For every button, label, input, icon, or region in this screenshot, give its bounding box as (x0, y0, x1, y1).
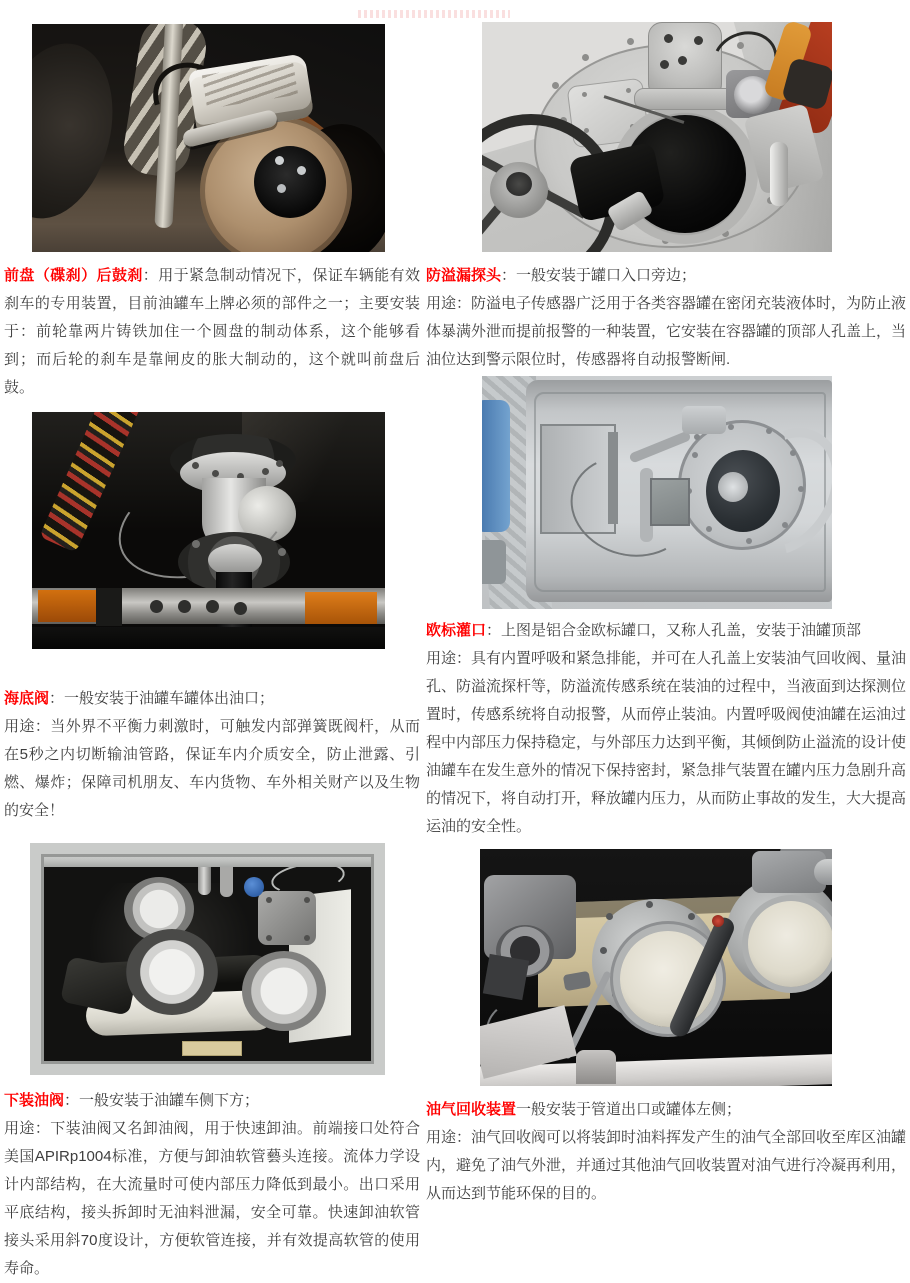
hinge-pin-shape (770, 142, 788, 206)
cabinet-frame-shape (30, 843, 385, 1075)
flange-bolts-shape (192, 462, 199, 469)
section-title: 下装油阀 (4, 1092, 65, 1109)
section-title: 防溢漏探头 (426, 267, 502, 284)
truck-front-shape (482, 540, 506, 584)
section-euro-manhole (422, 617, 910, 841)
lower-flange-bolts-shape (192, 540, 200, 548)
small-cover-bolts-shape (582, 92, 587, 97)
overflow-sensor-photo (482, 22, 832, 252)
brake-disc-photo (32, 24, 385, 252)
hub-bolts-shape (275, 156, 284, 165)
small-cylinder-shape (718, 472, 748, 502)
bottom-shadow-shape (32, 627, 385, 649)
bottom-loading-valve-photo (30, 843, 385, 1075)
section-intro-text: 一般安装于管道出口或罐体左侧； (516, 1101, 742, 1118)
breather-flange-shape (634, 88, 736, 110)
breather-valve-shape (648, 22, 722, 98)
section-intro-text: 一般安装于油罐车侧下方； (79, 1092, 260, 1109)
section-intro-paragraph (426, 617, 906, 645)
section-seabed-valve (0, 685, 422, 825)
orange-bracket-left-shape (38, 590, 100, 622)
section-usage-paragraph: 用途：当外界不平衡力刺激时，可触发内部弹簧既阀杆，从而在5秒之内切断输油管路，保证车内介质安全，防止泄露、引燃、爆炸；保障司机朋友、车内货物、车外相关财产以及生物的安全！ (4, 718, 420, 819)
coupler-one-bolts-shape (606, 913, 613, 920)
clamp-shape (96, 588, 122, 626)
section-intro-text: 一般安装于罐口入口旁边； (516, 267, 697, 284)
handwheel-cap-shape (506, 172, 532, 196)
section-intro-text: 用于紧急制动情况下，保证车辆能有效刹车的专用装置，目前油罐车上牌必须的部件之一；主要安装于：前轮靠两片铸铁加住一个圆盘的制动体系，这个能够看到；而后轮的刹车是靠闸皮的胀大制动的，这个就叫前盘后鼓。 (4, 267, 420, 396)
fitting-block-shape (682, 406, 726, 434)
tire-shape (32, 31, 130, 231)
title-separator: ： (64, 1092, 80, 1109)
section-intro-text: 一般安装于油罐车罐体出油口； (64, 690, 275, 707)
frame-hinge-shape (576, 1050, 616, 1084)
coupler-two-face-shape (748, 901, 832, 987)
section-usage-paragraph: 用途：下装油阀又名卸油阀，用于快速卸油。前端接口处符合美国APIRp1004标准，方便与卸油软管藝头连接。流体力学设计内部结构，在大流量时可使内部压力降低到最小。出口采用平底结构，接头拆卸时无油料泄漏，安全可靠。快速卸油软管接头采用斜70度设计，方便软管连接，并有效提高软管的使用寿命。 (4, 1120, 420, 1277)
right-column (422, 0, 910, 1208)
section-intro-paragraph (426, 262, 906, 290)
section-intro-paragraph (4, 262, 420, 402)
section-intro-paragraph (426, 1096, 906, 1124)
vapor-recovery-photo (480, 849, 832, 1086)
section-usage-paragraph: 用途：具有内置呼吸和紧急排能，并可在人孔盖上安装油气回收阀、量油孔、防溢流探杆等，防溢流传感系统在装油的过程中，当液面到达探测位置时，传感系统将自动报警，从而停止装油。内置呼吸阀使油罐在运油过程中内部压力保持稳定，与外部压力达到平衡，其倾倒防止溢流的设计使油罐车在发生意外的情况下保持密封，紧急排气装置在罐内压力急剧升高的情况下，将自动打开，释放罐内压力，从而防止事故的发生，大大提高运油的安全性。 (426, 650, 907, 835)
emergency-bottom-valve-photo (32, 412, 385, 649)
section-bottom-loading-valve (0, 1087, 422, 1283)
section-usage-paragraph: 用途：油气回收阀可以将装卸时油料挥发产生的油气全部回收至库区油罐内，避免了油气外泄，并通过其他油气回收装置对油气进行冷凝再利用，从而达到节能环保的目的。 (426, 1129, 907, 1202)
section-intro-text: 上图是铝合金欧标罐口，又称人孔盖，安装于油罐顶部 (501, 622, 862, 639)
truck-cab-shape (482, 400, 510, 532)
title-separator: ： (49, 690, 65, 707)
section-title: 前盘（碟刹）后鼓刹 (4, 267, 143, 284)
section-title: 欧标灌口 (426, 622, 487, 639)
title-separator: ： (486, 622, 502, 639)
left-bracket-shape (483, 954, 529, 1000)
title-separator: ： (142, 267, 159, 284)
manhole-bolts-shape (694, 434, 700, 440)
section-overflow-sensor (422, 262, 910, 374)
red-indicator-shape (712, 915, 724, 927)
section-title: 油气回收装置 (426, 1101, 517, 1118)
section-front-disc-rear-drum (0, 262, 422, 402)
breather-bolts-shape (664, 34, 673, 43)
orange-bracket-right-shape (305, 592, 377, 624)
section-title: 海底阀 (4, 690, 50, 707)
section-vapor-recovery (422, 1096, 910, 1208)
plate-bolts-shape (552, 82, 559, 89)
title-separator: ： (501, 267, 517, 284)
left-column (0, 0, 422, 1283)
faint-watermark (358, 10, 510, 18)
hub-shape (254, 146, 326, 218)
section-intro-paragraph (4, 1087, 420, 1115)
section-usage-paragraph: 用途：防溢电子传感器广泛用于各类容器罐在密闭充装液体时，为防止液体暴满外泄而提前报警的一种装置，它安装在容器罐的顶部人孔盖上，当油位达到警示限位时，传感器将自动报警断闸. (426, 295, 907, 368)
beam-holes-shape (150, 600, 163, 613)
section-intro-paragraph (4, 685, 420, 713)
euro-manhole-photo (482, 376, 832, 609)
